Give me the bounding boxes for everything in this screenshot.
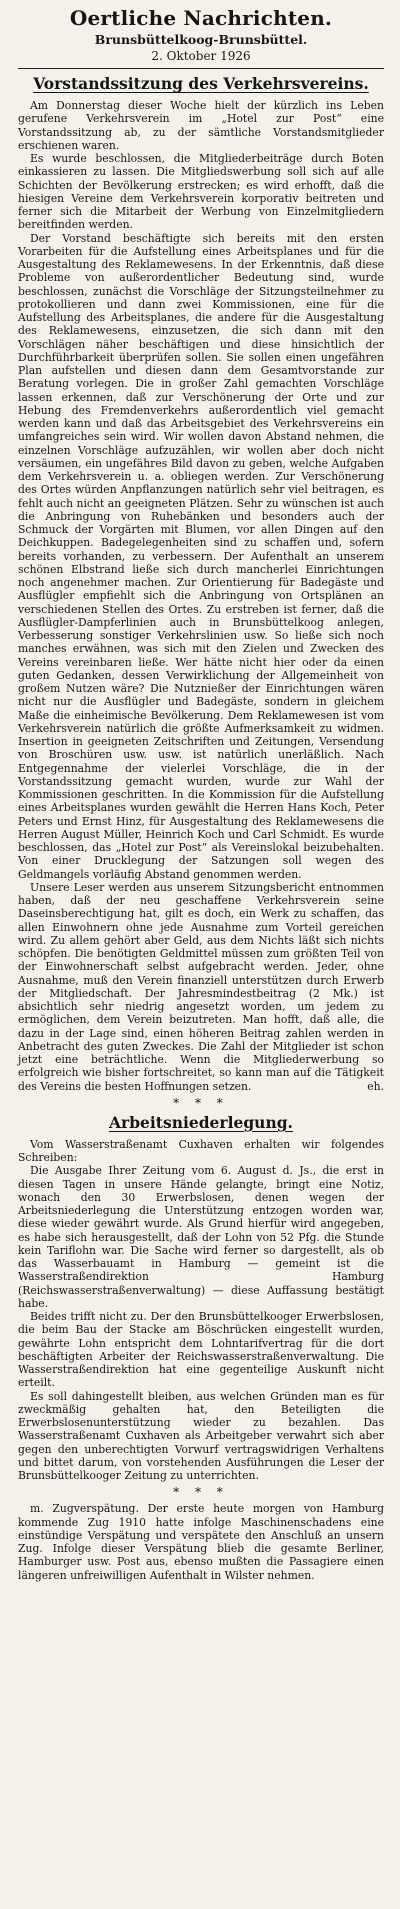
article-verkehrsverein	[18, 74, 384, 1093]
section-masthead: Oertliche Nachrichten.	[69, 6, 333, 30]
article-paragraph: Die Ausgabe Ihrer Zeitung vom 6. August d. Js., die erst in diesen Tagen in unsere Hände gelangte, bringt eine Notiz, wonach den 30 Erwerbslosen, denen wegen der Arbeitsniederlegung die Unterstützung entzogen worden war, diese wieder gewährt wurde. Als Grund hierfür wird angegeben, es habe sich herausgestellt, daß der Lohn von 52 Pfg. die Stunde kein Tariflohn war. Die Sache wird ferner so dargestellt, als ob das Wasserbauamt in Hamburg — gemeint ist die Wasserstraßendirektion Hamburg (Reichswasserstraßenverwaltung) — diese Auffassung bestätigt habe.	[18, 1164, 384, 1310]
article-arbeitsniederlegung	[18, 1113, 384, 1483]
section-separator: * * *	[173, 1095, 229, 1110]
article-paragraph: Unsere Leser werden aus unserem Sitzungsbericht entnommen haben, daß der neu geschaffene Verkehrsverein seine Daseinsberechtigung hat, gilt es doch, ein Werk zu schaffen, das allen Einwohnern ohne jede Ausnahme zum Vorteil gereichen wird. Zu allem gehört aber Geld, aus dem Nichts läßt sich nichts schöpfen. Die benötigten Geldmittel müssen zum größten Teil von der Einwohnerschaft selbst aufgebracht werden. Jeder, ohne Ausnahme, muß den Verein finanziell unterstützen durch Erwerb der Mitgliedschaft. Der Jahresmindestbeitrag (2 Mk.) ist absichtlich sehr niedrig angesetzt worden, um jedem zu ermöglichen, dem Verein beizutreten. Man hofft, daß alle, die dazu in der Lage sind, einen höheren Beitrag zahlen werden in Anbetracht des guten Zweckes. Die Zahl der Mitglieder ist schon jetzt eine beträchtliche. Wenn die Mitgliederwerbung so erfolgreich wie bisher fortschreitet, so kann man auf die Tätigkeit des Vereins die besten Hoffnungen setzen.	[18, 880, 384, 1093]
article-paragraph: Am Donnerstag dieser Woche hielt der kürzlich ins Leben gerufene Verkehrsverein im „Hotel zur Post“ eine Vorstandssitzung ab, zu der sämtliche Vorstandsmitglieder erschienen waren.	[18, 99, 384, 152]
header-rule	[18, 68, 384, 69]
article-paragraph: Es soll dahingestellt bleiben, aus welchen Gründen man es für zweckmäßig gehalten hat, den Beteiligten die Erwerbslosenunterstützung wieder zu bezahlen. Das Wasserstraßenamt Cuxhaven als Arbeitgeber verwahrt sich aber gegen den unberechtigten Vorwurf vertragswidrigen Verhaltens und bittet darum, von vorstehenden Ausführungen die Leser der Brunsbüttelkooger Zeitung zu unterrichten.	[18, 1389, 384, 1482]
article-zugverspaetung	[18, 1502, 384, 1582]
article-paragraph: Beides trifft nicht zu. Der den Brunsbüttelkooger Erwerbslosen, die beim Bau der Stacke am Böschrücken eingestellt wurden, gewährte Lohn entspricht dem Lohntarifvertrag für die dort beschäftigten Arbeiter der Reichswasserstraßenverwaltung. Die Wasserstraßendirektion hat eine gegenteilige Auskunft nicht erteilt.	[18, 1310, 384, 1390]
date-line: 2. Oktober 1926	[151, 49, 251, 63]
location-line: Brunsbüttelkoog-Brunsbüttel.	[94, 32, 308, 47]
article-paragraph: Vom Wasserstraßenamt Cuxhaven erhalten wir folgendes Schreiben:	[18, 1137, 384, 1164]
article-headline: Arbeitsniederlegung.	[109, 1112, 293, 1132]
article-paragraph: m. Zugverspätung. Der erste heute morgen von Hamburg kommende Zug 1910 hatte infolge Maschinenschadens eine einstündige Verspätung und verspätete den Anschluß an unsern Zug. Infolge dieser Verspätung blieb die gesamte Berliner, Hamburger usw. Post aus, ebenso mußten die Passagiere einen längeren unfreiwilligen Aufenthalt in Wilster nehmen.	[18, 1502, 384, 1582]
section-separator: * * *	[173, 1485, 229, 1500]
article-headline: Vorstandssitzung des Verkehrsvereins.	[33, 74, 369, 93]
article-paragraph: Es wurde beschlossen, die Mitgliederbeiträge durch Boten einkassieren zu lassen. Die Mitgliedswerbung soll sich auf alle Schichten der Bevölkerung erstrecken; es wird erhofft, daß die hiesigen Vereine dem Verkehrsverein korporativ beitreten und ferner sich die Mitarbeit der Werbung von Einzelmitgliedern bereitfinden werden.	[18, 152, 384, 232]
article-signature: eh.	[367, 1079, 384, 1093]
article-paragraph: Der Vorstand beschäftigte sich bereits mit den ersten Vorarbeiten für die Aufstellung eines Arbeitsplanes und für die Ausgestaltung des Reklamewesens. In der Erkenntnis, daß diese Probleme von außerordentlicher Bedeutung sind, wurde beschlossen, zunächst die Vorschläge der Sitzungsteilnehmer zu protokollieren und dann zwei Kommissionen, eine für die Aufstellung des Arbeitsplanes, die andere für die Ausgestaltung des Reklamewesens, einzusetzen, die sich dann mit den Vorschlägen näher beschäftigen und diese hinsichtlich der Durchführbarkeit überprüfen sollen. Sie sollen einen ungefähren Plan aufstellen und diesen dann dem Gesamtvorstande zur Beratung vorlegen. Die in großer Zahl gemachten Vorschläge lassen erkennen, daß zur Verschönerung der Orte und zur Hebung des Fremdenverkehrs außerordentlich viel gemacht werden kann und daß das Arbeitsgebiet des Verkehrsvereins ein umfangreiches sein wird. Wir wollen davon Abstand nehmen, die einzelnen Vorschläge aufzuzählen, wir wollen aber doch nicht versäumen, ein ungefähres Bild davon zu geben, welche Aufgaben dem Verkehrsverein u. a. obliegen werden. Zur Verschönerung des Ortes würden Anpflanzungen natürlich sehr viel beitragen, es fehlt auch nicht an geeigneten Plätzen. Sehr zu wünschen ist auch die Anbringung von Ruhebänken und besonders auch der Schmuck der Vorgärten mit Blumen, vor allen Dingen auf den Deichkuppen. Badegelegenheiten sind zu schaffen und, sofern bereits vorhanden, zu verbessern. Der Aufenthalt an unserem schönen Elbstrand ließe sich durch mancherlei Einrichtungen noch angenehmer machen. Zur Orientierung für Badegäste und Ausflügler empfiehlt sich die Anbringung von Ortsplänen an verschiedenen Stellen des Ortes. Zu erstreben ist ferner, daß die Ausflügler-Dampferlinien auch in Brunsbüttelkoog anlegen, Verbesserung sonstiger Verkehrslinien usw. So ließe sich noch manches erwähnen, was sich mit den Zielen und Zwecken des Vereins vereinbaren ließe. Wer hätte nicht hier oder da einen guten Gedanken, dessen Verwirklichung der Allgemeinheit von großem Nutzen wäre? Die Nutznießer der Einrichtungen wären nicht nur die Ausflügler und Badegäste, sondern in gleichem Maße die einheimische Bevölkerung. Dem Reklamewesen ist vom Verkehrsverein natürlich die größte Aufmerksamkeit zu widmen. Insertion in geeigneten Zeitschriften und Zeitungen, Versendung von Broschüren usw. usw. ist natürlich unerläßlich. Nach Entgegennahme der vielerlei Vorschläge, die in der Vorstandssitzung gemacht wurden, wurde zur Wahl der Kommissionen geschritten. In die Kommission für die Aufstellung eines Arbeitsplanes wurden gewählt die Herren Hans Koch, Peter Peters und Ernst Hinz, für Ausgestaltung des Reklamewesens die Herren August Müller, Heinrich Koch und Carl Schmidt. Es wurde beschlossen, das „Hotel zur Post“ als Vereinslokal beizubehalten. Von einer Drucklegung der Satzungen soll wegen des Geldmangels vorläufig Abstand genommen werden.	[18, 231, 384, 881]
